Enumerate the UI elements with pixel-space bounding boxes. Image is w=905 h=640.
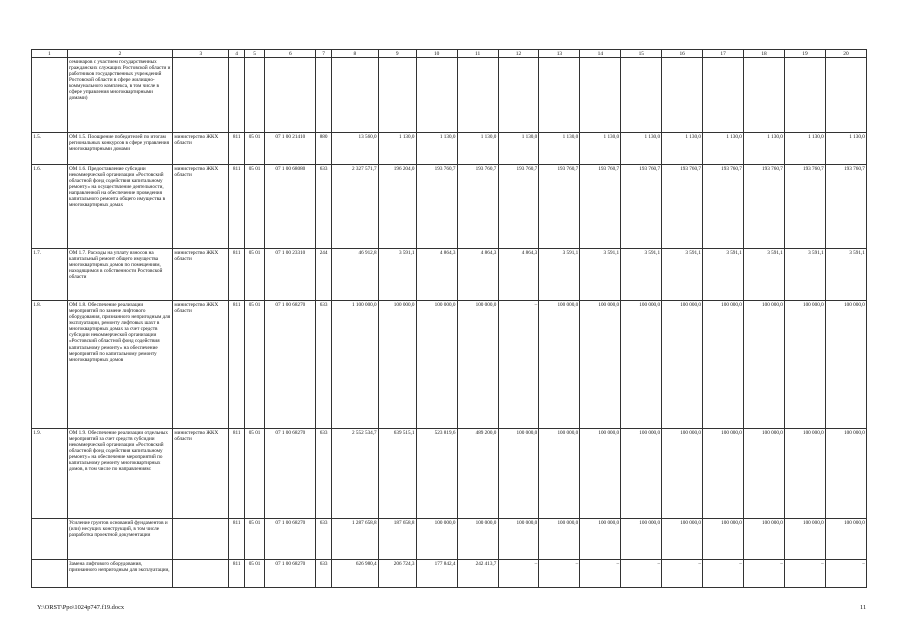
budget-code-cell: 811 (229, 133, 244, 165)
budget-code-cell: 811 (229, 429, 244, 519)
budget-code-cell: 811 (229, 560, 244, 588)
column-number-cell: 9 (378, 50, 416, 58)
amount-cell: 100 000,0 (825, 429, 866, 519)
amount-cell: 489 200,0 (457, 429, 498, 519)
column-number-cell: 19 (784, 50, 825, 58)
amount-cell: 1 130,0 (457, 133, 498, 165)
amount-cell: 3 591,1 (784, 249, 825, 301)
table-row (32, 133, 867, 165)
amount-cell: 100 000,0 (662, 519, 703, 560)
budget-code-cell: 05 01 (244, 429, 264, 519)
executor-cell: министерство ЖКХ области (173, 249, 229, 301)
amount-cell: 100 000,0 (825, 301, 866, 429)
row-number-cell (32, 58, 68, 133)
column-number-cell: 7 (316, 50, 331, 58)
amount-cell: 196 204,0 (378, 165, 416, 249)
table-row (32, 519, 867, 560)
amount-cell: 626 980,4 (331, 560, 378, 588)
amount-cell: 100 000,0 (784, 429, 825, 519)
row-number-cell: 1.8. (32, 301, 68, 429)
amount-cell: – (621, 560, 662, 588)
amount-cell (825, 58, 866, 133)
amount-cell: 100 000,0 (498, 429, 539, 519)
column-number-cell: 17 (703, 50, 744, 58)
amount-cell: 100 000,0 (703, 519, 744, 560)
amount-cell: 100 000,0 (621, 519, 662, 560)
amount-cell: 206 724,3 (378, 560, 416, 588)
budget-code-cell: 07 1 00 68270 (265, 301, 316, 429)
budget-code-cell: 05 01 (244, 165, 264, 249)
amount-cell (580, 58, 621, 133)
table-row (32, 165, 867, 249)
amount-cell: – (580, 560, 621, 588)
measure-description-cell: Усиление грунтов оснований фундаментов и (или) несущих конструкций, в том числе разработка проектной документации (67, 519, 172, 560)
amount-cell (621, 58, 662, 133)
amount-cell: 100 000,0 (621, 301, 662, 429)
budget-code-cell: 07 1 00 23310 (265, 249, 316, 301)
amount-cell: 46 912,8 (331, 249, 378, 301)
executor-cell: министерство ЖКХ области (173, 301, 229, 429)
budget-code-cell: 633 (316, 519, 331, 560)
budget-code-cell: 244 (316, 249, 331, 301)
column-number-cell: 12 (498, 50, 539, 58)
amount-cell: 1 130,0 (825, 133, 866, 165)
column-number-cell: 4 (229, 50, 244, 58)
amount-cell: 100 000,0 (662, 429, 703, 519)
amount-cell: 3 591,1 (580, 249, 621, 301)
amount-cell: 1 130,0 (416, 133, 457, 165)
amount-cell: 1 130,0 (703, 133, 744, 165)
amount-cell: 177 842,4 (416, 560, 457, 588)
amount-cell: 100 000,0 (621, 429, 662, 519)
budget-code-cell: 633 (316, 429, 331, 519)
amount-cell (378, 58, 416, 133)
amount-cell: 193 760,7 (825, 165, 866, 249)
amount-cell: – (662, 560, 703, 588)
executor-cell (173, 560, 229, 588)
column-number-cell: 11 (457, 50, 498, 58)
amount-cell: 1 130,0 (539, 133, 580, 165)
amount-cell (744, 58, 785, 133)
budget-code-cell: 811 (229, 165, 244, 249)
amount-cell: 100 000,0 (416, 301, 457, 429)
budget-table (31, 49, 867, 588)
amount-cell (703, 58, 744, 133)
measure-description-cell: ОМ 1.5. Поощрение победителей по итогам региональных конкурсов в сфере управления многоквартирными домами (67, 133, 172, 165)
amount-cell: – (784, 560, 825, 588)
amount-cell: 100 000,0 (378, 301, 416, 429)
budget-code-cell (229, 58, 244, 133)
amount-cell: 100 000,0 (580, 519, 621, 560)
row-number-cell: 1.9. (32, 429, 68, 519)
budget-code-cell: 633 (316, 165, 331, 249)
amount-cell: 193 760,7 (580, 165, 621, 249)
amount-cell (784, 58, 825, 133)
budget-code-cell (265, 58, 316, 133)
footer-file-path: Y:\ORST\Ppo\1024p747.f19.docx (37, 604, 125, 611)
executor-cell: министерство ЖКХ области (173, 165, 229, 249)
column-number-cell: 20 (825, 50, 866, 58)
table-row (32, 301, 867, 429)
executor-cell (173, 519, 229, 560)
amount-cell: 2 552 534,7 (331, 429, 378, 519)
amount-cell: 100 000,0 (744, 301, 785, 429)
budget-code-cell: 811 (229, 301, 244, 429)
budget-code-cell: 07 1 00 21410 (265, 133, 316, 165)
amount-cell (498, 58, 539, 133)
amount-cell (331, 58, 378, 133)
amount-cell: 100 000,0 (744, 519, 785, 560)
column-number-cell: 10 (416, 50, 457, 58)
executor-cell (173, 58, 229, 133)
measure-description-cell: Замена лифтового оборудования, признанного непригодным для эксплуатации, (67, 560, 172, 588)
measure-description-cell: ОМ 1.9. Обеспечение реализации отдельных мероприятий за счет средств субсидии некоммерческой организации «Ростовский областной фонд содействия капитальному ремонту» на обеспечение мероприятий по капитальному ремонту многоквартирных домов, в том числе по направлениям: (67, 429, 172, 519)
budget-table-page (31, 49, 867, 588)
amount-cell: 3 591,1 (621, 249, 662, 301)
column-number-cell: 6 (265, 50, 316, 58)
amount-cell (662, 58, 703, 133)
amount-cell: 193 760,7 (621, 165, 662, 249)
amount-cell: – (825, 560, 866, 588)
budget-code-cell: 05 01 (244, 519, 264, 560)
amount-cell: 1 130,0 (744, 133, 785, 165)
amount-cell: 2 327 571,7 (331, 165, 378, 249)
amount-cell: 4 864,3 (498, 249, 539, 301)
amount-cell: 4 864,3 (416, 249, 457, 301)
column-number-cell: 14 (580, 50, 621, 58)
amount-cell: 4 864,3 (457, 249, 498, 301)
amount-cell: 3 591,1 (378, 249, 416, 301)
column-number-cell: 2 (67, 50, 172, 58)
column-number-cell: 8 (331, 50, 378, 58)
amount-cell: 1 130,0 (498, 133, 539, 165)
amount-cell: 1 100 000,0 (331, 301, 378, 429)
measure-description-cell: семинаров с участием государственных гражданских служащих Ростовской области и работников государственных учреждений Ростовской области в сфере жилищно-коммунального комплекса, в том числе в сфере управления многоквартирными домами) (67, 58, 172, 133)
amount-cell: 13 560,0 (331, 133, 378, 165)
amount-cell: 639 515,1 (378, 429, 416, 519)
amount-cell: 193 760,7 (539, 165, 580, 249)
budget-code-cell: 05 01 (244, 249, 264, 301)
amount-cell: 100 000,0 (744, 429, 785, 519)
amount-cell: 3 591,1 (662, 249, 703, 301)
amount-cell (539, 58, 580, 133)
budget-code-cell: 811 (229, 519, 244, 560)
amount-cell: 100 000,0 (580, 429, 621, 519)
amount-cell: 523 819,6 (416, 429, 457, 519)
measure-description-cell: ОМ 1.7. Расходы на уплату взносов на капитальный ремонт общего имущества многоквартирных домов по помещениям, находящимся в собственности Ростовской области (67, 249, 172, 301)
budget-code-cell (316, 58, 331, 133)
budget-code-cell (244, 58, 264, 133)
budget-code-cell: 633 (316, 301, 331, 429)
page-number: 11 (860, 604, 867, 611)
amount-cell: 1 130,0 (784, 133, 825, 165)
amount-cell: 1 130,0 (662, 133, 703, 165)
amount-cell: 193 760,7 (784, 165, 825, 249)
amount-cell: 100 000,0 (703, 429, 744, 519)
budget-code-cell: 07 1 00 68270 (265, 519, 316, 560)
budget-code-cell: 05 01 (244, 133, 264, 165)
column-number-header-row (32, 50, 867, 58)
row-number-cell (32, 519, 68, 560)
amount-cell: 100 000,0 (539, 301, 580, 429)
executor-cell: министерство ЖКХ области (173, 133, 229, 165)
measure-description-cell: ОМ 1.6. Предоставление субсидии некоммерческой организации «Ростовский областной фонд содействия капитальному ремонту» на осуществление деятельности, направленной на обеспечение проведения капитального ремонта общего имущества в многоквартирных домах (67, 165, 172, 249)
column-number-cell: 5 (244, 50, 264, 58)
amount-cell: – (744, 560, 785, 588)
budget-code-cell: 05 01 (244, 560, 264, 588)
amount-cell: 100 000,0 (539, 519, 580, 560)
amount-cell: 1 287 658,8 (331, 519, 378, 560)
amount-cell: 100 000,0 (784, 519, 825, 560)
column-number-cell: 1 (32, 50, 68, 58)
amount-cell: – (539, 560, 580, 588)
amount-cell: 1 130,0 (621, 133, 662, 165)
amount-cell: 100 000,0 (498, 519, 539, 560)
amount-cell: 193 760,7 (744, 165, 785, 249)
amount-cell: 193 760,7 (662, 165, 703, 249)
amount-cell: 193 760,7 (457, 165, 498, 249)
table-row (32, 429, 867, 519)
budget-code-cell: 633 (316, 560, 331, 588)
column-number-cell: 3 (173, 50, 229, 58)
amount-cell: 100 000,0 (662, 301, 703, 429)
budget-code-cell: 07 1 00 68080 (265, 165, 316, 249)
amount-cell: 100 000,0 (825, 519, 866, 560)
amount-cell: 100 000,0 (457, 519, 498, 560)
amount-cell (416, 58, 457, 133)
column-number-cell: 18 (744, 50, 785, 58)
amount-cell: 100 000,0 (416, 519, 457, 560)
amount-cell (457, 58, 498, 133)
column-number-cell: 15 (621, 50, 662, 58)
amount-cell: 3 591,1 (825, 249, 866, 301)
row-number-cell (32, 560, 68, 588)
budget-code-cell: 07 1 00 68270 (265, 560, 316, 588)
amount-cell: – (498, 560, 539, 588)
budget-code-cell: 07 1 00 68270 (265, 429, 316, 519)
table-row (32, 560, 867, 588)
amount-cell: 193 760,7 (416, 165, 457, 249)
amount-cell: 193 760,7 (498, 165, 539, 249)
amount-cell: – (498, 301, 539, 429)
measure-description-cell: ОМ 1.8. Обеспечение реализации мероприятий по замене лифтового оборудования, признанного непригодным для эксплуатации, ремонту лифтовых шахт в многоквартирных домах за счет средств субсидии некоммерческой организации «Ростовский областной фонд содействия капитальному ремонту» на обеспечение мероприятий по капитальному ремонту многоквартирных домов (67, 301, 172, 429)
amount-cell: 1 130,0 (378, 133, 416, 165)
amount-cell: 242 413,7 (457, 560, 498, 588)
row-number-cell: 1.6. (32, 165, 68, 249)
amount-cell: 1 130,0 (580, 133, 621, 165)
table-row (32, 58, 867, 133)
amount-cell: 3 591,1 (703, 249, 744, 301)
amount-cell: 100 000,0 (580, 301, 621, 429)
table-row (32, 249, 867, 301)
amount-cell: 100 000,0 (539, 429, 580, 519)
executor-cell: министерство ЖКХ области (173, 429, 229, 519)
budget-code-cell: 880 (316, 133, 331, 165)
column-number-cell: 13 (539, 50, 580, 58)
column-number-cell: 16 (662, 50, 703, 58)
amount-cell: 100 000,0 (703, 301, 744, 429)
amount-cell: 3 591,1 (539, 249, 580, 301)
row-number-cell: 1.7. (32, 249, 68, 301)
budget-code-cell: 811 (229, 249, 244, 301)
amount-cell: 187 658,8 (378, 519, 416, 560)
budget-code-cell: 05 01 (244, 301, 264, 429)
row-number-cell: 1.5. (32, 133, 68, 165)
amount-cell: – (703, 560, 744, 588)
amount-cell: 100 000,0 (784, 301, 825, 429)
amount-cell: 100 000,0 (457, 301, 498, 429)
amount-cell: 3 591,1 (744, 249, 785, 301)
amount-cell: 193 760,7 (703, 165, 744, 249)
